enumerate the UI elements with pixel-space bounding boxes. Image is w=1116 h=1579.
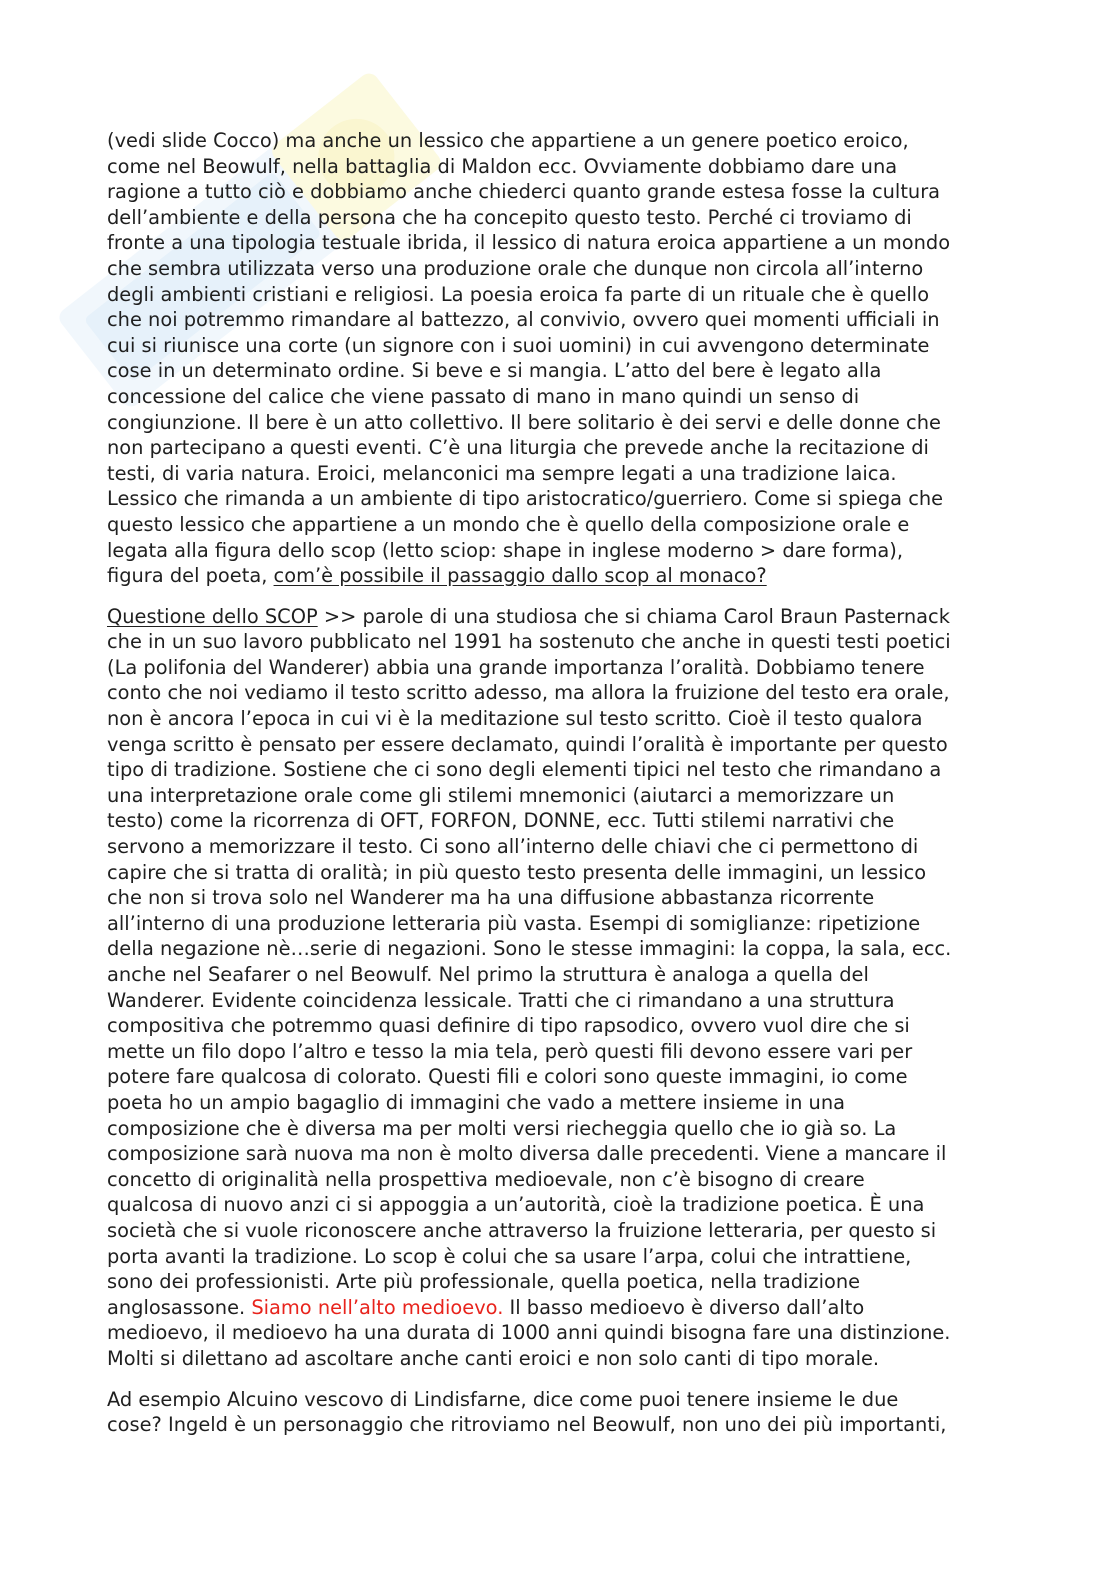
text-line xyxy=(107,860,1007,886)
text-run: che non si trova solo nel Wanderer ma ha una diffusione abbastanza ricorrente xyxy=(107,886,875,910)
text-line xyxy=(107,808,1007,834)
text-run: una interpretazione orale come gli stilemi mnemonici (aiutarci a memorizzare un xyxy=(107,783,895,807)
text-line xyxy=(107,757,1007,783)
text-run: cose? Ingeld è un personaggio che ritroviamo nel Beowulf, non uno dei più importanti, xyxy=(107,1413,947,1437)
text-run: testo) come la ricorrenza di OFT, FORFON, DONNE, ecc. Tutti stilemi narrativi che xyxy=(107,809,895,833)
text-line xyxy=(107,655,1007,681)
text-line xyxy=(107,179,1007,205)
text-line xyxy=(107,358,1007,384)
text-run: composizione sarà nuova ma non è molto diversa dalle precedenti. Viene a mancare il xyxy=(107,1142,947,1166)
text-run: >> parole di una studiosa che si chiama Carol Braun Pasternack xyxy=(317,604,950,628)
text-line xyxy=(107,1090,1007,1116)
text-run: poeta ho un ampio bagaglio di immagini che vado a mettere insieme in una xyxy=(107,1090,845,1114)
text-line xyxy=(107,256,1007,282)
paragraph xyxy=(107,1387,1007,1438)
text-line xyxy=(107,604,1007,630)
text-line xyxy=(107,435,1007,461)
text-line xyxy=(107,1013,1007,1039)
text-line xyxy=(107,1167,1007,1193)
text-run: Molti si dilettano ad ascoltare anche canti eroici e non solo canti di tipo morale. xyxy=(107,1346,880,1370)
text-run: che in un suo lavoro pubblicato nel 1991 ha sostenuto che anche in questi testi poetici xyxy=(107,630,951,654)
text-run: mette un filo dopo l’altro e tesso la mia tela, però questi fili devono essere vari per xyxy=(107,1039,913,1063)
text-run: non è ancora l’epoca in cui vi è la meditazione sul testo scritto. Cioè il testo qualora xyxy=(107,707,923,731)
underlined-text: Questione dello SCOP xyxy=(107,604,318,628)
text-line xyxy=(107,936,1007,962)
text-line xyxy=(107,410,1007,436)
text-run: conto che noi vediamo il testo scritto adesso, ma allora la fruizione del testo era orale, xyxy=(107,681,950,705)
text-run: cose in un determinato ordine. Si beve e si mangia. L’atto del bere è legato alla xyxy=(107,359,882,383)
text-run: che sembra utilizzata verso una produzione orale che dunque non circola all’interno xyxy=(107,256,924,280)
text-line xyxy=(107,1244,1007,1270)
text-line xyxy=(107,282,1007,308)
text-run: (vedi slide Cocco) ma anche un lessico che appartiene a un genere poetico eroico, xyxy=(107,129,909,152)
text-run: tipo di tradizione. Sostiene che ci sono degli elementi tipici nel testo che rimandano a xyxy=(107,758,942,782)
text-line xyxy=(107,1320,1007,1346)
text-run: Ad esempio Alcuino vescovo di Lindisfarne, dice come puoi tenere insieme le due xyxy=(107,1387,899,1411)
text-run: sono dei professionisti. Arte più professionale, quella poetica, nella tradizione xyxy=(107,1270,861,1294)
highlighted-red-text: Siamo nell’alto medioevo. xyxy=(251,1295,504,1319)
text-run: legata alla figura dello scop (letto sciop: shape in inglese moderno > dare forma), xyxy=(107,538,903,562)
text-run: composizione che è diversa ma per molti versi riecheggia quello che io già so. La xyxy=(107,1116,897,1140)
text-run: medioevo, il medioevo ha una durata di 1000 anni quindi bisogna fare una distinzione. xyxy=(107,1321,951,1345)
text-run: ragione a tutto ciò e dobbiamo anche chiederci quanto grande estesa fosse la cultura xyxy=(107,180,941,204)
text-run: figura del poeta, xyxy=(107,564,274,588)
text-line xyxy=(107,486,1007,512)
text-line xyxy=(107,783,1007,809)
text-run: dell’ambiente e della persona che ha concepito questo testo. Perché ci troviamo di xyxy=(107,205,912,229)
text-run: concetto di originalità nella prospettiva medioevale, non c’è bisogno di creare xyxy=(107,1167,865,1191)
text-line xyxy=(107,1218,1007,1244)
text-run: come nel Beowulf, nella battaglia di Maldon ecc. Ovviamente dobbiamo dare una xyxy=(107,154,898,178)
text-line xyxy=(107,563,1007,589)
text-line xyxy=(107,333,1007,359)
text-run: società che si vuole riconoscere anche attraverso la fruizione letteraria, per questo si xyxy=(107,1218,937,1242)
text-line xyxy=(107,629,1007,655)
text-line xyxy=(107,1039,1007,1065)
text-run: anglosassone. xyxy=(107,1295,252,1319)
text-run: compositiva che potremmo quasi definire di tipo rapsodico, ovvero vuol dire che si xyxy=(107,1014,910,1038)
text-line xyxy=(107,1064,1007,1090)
text-run: cui si riunisce una corte (un signore con i suoi uomini) in cui avvengono determinate xyxy=(107,333,930,357)
text-line xyxy=(107,1387,1007,1413)
text-run: all’interno di una produzione letteraria più vasta. Esempi di somiglianze: ripetizione xyxy=(107,911,921,935)
text-run: Wanderer. Evidente coincidenza lessicale. Tratti che ci rimandano a una struttura xyxy=(107,988,895,1012)
text-line xyxy=(107,1269,1007,1295)
text-run: anche nel Seafarer o nel Beowulf. Nel primo la struttura è analoga a quella del xyxy=(107,963,869,986)
text-line xyxy=(107,885,1007,911)
text-line xyxy=(107,834,1007,860)
text-run: testi, di varia natura. Eroici, melanconici ma sempre legati a una tradizione laica. xyxy=(107,461,897,485)
text-run: capire che si tratta di oralità; in più questo testo presenta delle immagini, un lessico xyxy=(107,860,927,884)
text-run: servono a memorizzare il testo. Ci sono all’interno delle chiavi che ci permettono di xyxy=(107,835,919,859)
text-line xyxy=(107,706,1007,732)
text-run: della negazione nè…serie di negazioni. Sono le stesse immagini: la coppa, la sala, ecc. xyxy=(107,937,952,961)
text-line xyxy=(107,1192,1007,1218)
paragraph xyxy=(107,128,1007,589)
text-run: Lessico che rimanda a un ambiente di tipo aristocratico/guerriero. Come si spiega che xyxy=(107,487,944,511)
text-line xyxy=(107,1116,1007,1142)
text-run: questo lessico che appartiene a un mondo che è quello della composizione orale e xyxy=(107,512,910,536)
text-run: fronte a una tipologia testuale ibrida, il lessico di natura eroica appartiene a un mondo xyxy=(107,231,951,255)
text-line xyxy=(107,307,1007,333)
text-line xyxy=(107,128,1007,154)
paragraph xyxy=(107,604,1007,1372)
text-run: potere fare qualcosa di colorato. Questi fili e colori sono queste immagini, io come xyxy=(107,1065,908,1089)
text-run: non partecipano a questi eventi. C’è una liturgia che prevede anche la recitazione di xyxy=(107,436,929,460)
text-line xyxy=(107,205,1007,231)
text-line xyxy=(107,154,1007,180)
text-run: che noi potremmo rimandare al battezzo, al convivio, ovvero quei momenti ufficiali in xyxy=(107,308,940,332)
text-run: qualcosa di nuovo anzi ci si appoggia a un’autorità, cioè la tradizione poetica. È una xyxy=(107,1193,925,1217)
text-line xyxy=(107,1141,1007,1167)
text-line xyxy=(107,680,1007,706)
text-line xyxy=(107,911,1007,937)
text-line xyxy=(107,988,1007,1014)
text-line xyxy=(107,732,1007,758)
text-run: concessione del calice che viene passato di mano in mano quindi un senso di xyxy=(107,384,860,408)
text-run: venga scritto è pensato per essere declamato, quindi l’oralità è importante per questo xyxy=(107,732,948,756)
text-line xyxy=(107,461,1007,487)
document-text xyxy=(107,128,1007,1453)
text-run: congiunzione. Il bere è un atto collettivo. Il bere solitario è dei servi e delle donne che xyxy=(107,410,941,434)
text-run: Il basso medioevo è diverso dall’alto xyxy=(503,1295,865,1319)
text-line xyxy=(107,1295,1007,1321)
text-line xyxy=(107,538,1007,564)
text-line xyxy=(107,962,1007,988)
text-line xyxy=(107,230,1007,256)
text-line xyxy=(107,1412,1007,1438)
text-run: degli ambienti cristiani e religiosi. La poesia eroica fa parte di un rituale che è quello xyxy=(107,282,930,306)
text-run: porta avanti la tradizione. Lo scop è colui che sa usare l’arpa, colui che intrattiene, xyxy=(107,1244,912,1268)
underlined-text: com’è possibile il passaggio dallo scop al monaco? xyxy=(273,564,767,588)
text-run: (La polifonia del Wanderer) abbia una grande importanza l’oralità. Dobbiamo tenere xyxy=(107,655,925,679)
text-line xyxy=(107,384,1007,410)
text-line xyxy=(107,512,1007,538)
text-line xyxy=(107,1346,1007,1372)
